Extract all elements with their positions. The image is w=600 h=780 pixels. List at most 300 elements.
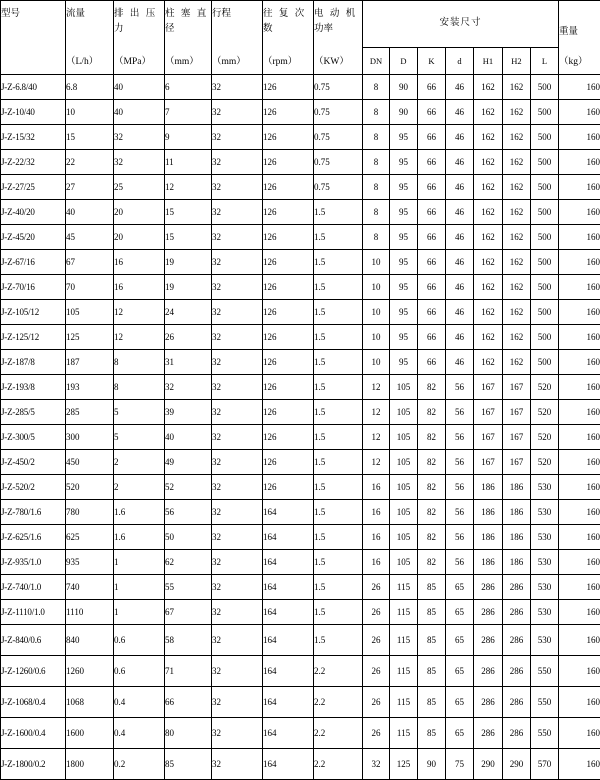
cell-k: 66 <box>418 300 446 325</box>
header-stroke-unit: （mm） <box>212 55 262 74</box>
cell-small-d: 46 <box>446 75 474 100</box>
cell-motor-power: 2.2 <box>314 687 363 718</box>
cell-stroke: 32 <box>212 225 263 250</box>
cell-motor-power: 1.5 <box>314 275 363 300</box>
header-mounting-dimensions-group <box>363 1 559 48</box>
cell-k: 66 <box>418 250 446 275</box>
cell-motor-power: 1.5 <box>314 450 363 475</box>
header-weight-label: 重量 <box>559 25 600 40</box>
cell-weight: 160 <box>559 375 600 400</box>
header-model <box>1 1 66 75</box>
cell-h2: 186 <box>503 500 531 525</box>
cell-plunger-diameter: 80 <box>165 718 212 749</box>
header-k: K <box>418 48 446 75</box>
cell-pressure: 16 <box>114 275 165 300</box>
cell-k: 82 <box>418 425 446 450</box>
cell-l: 530 <box>531 475 559 500</box>
cell-motor-power: 1.5 <box>314 200 363 225</box>
cell-motor-power: 1.5 <box>314 375 363 400</box>
cell-dn: 12 <box>363 425 390 450</box>
cell-weight: 160 <box>559 718 600 749</box>
table-row <box>1 100 600 125</box>
cell-weight: 160 <box>559 550 600 575</box>
cell-model: J-Z-935/1.0 <box>1 550 66 575</box>
header-reciprocation-unit: （rpm） <box>263 55 313 74</box>
cell-l: 520 <box>531 425 559 450</box>
cell-model: J-Z-1800/0.2 <box>1 749 66 780</box>
cell-weight: 160 <box>559 125 600 150</box>
header-h2: H2 <box>503 48 531 75</box>
table-row <box>1 749 600 780</box>
cell-plunger-diameter: 67 <box>165 600 212 625</box>
cell-reciprocation: 126 <box>263 300 314 325</box>
cell-pressure: 40 <box>114 75 165 100</box>
cell-pressure: 2 <box>114 450 165 475</box>
cell-h1: 162 <box>474 150 503 175</box>
cell-flow: 840 <box>66 625 114 656</box>
cell-d: 115 <box>390 718 418 749</box>
cell-reciprocation: 164 <box>263 550 314 575</box>
cell-h1: 286 <box>474 687 503 718</box>
cell-weight: 160 <box>559 250 600 275</box>
cell-dn: 8 <box>363 200 390 225</box>
cell-l: 500 <box>531 275 559 300</box>
cell-plunger-diameter: 24 <box>165 300 212 325</box>
cell-dn: 10 <box>363 350 390 375</box>
cell-d: 115 <box>390 575 418 600</box>
cell-small-d: 65 <box>446 687 474 718</box>
cell-flow: 1110 <box>66 600 114 625</box>
cell-h2: 162 <box>503 300 531 325</box>
cell-motor-power: 1.5 <box>314 425 363 450</box>
header-reciprocation <box>263 1 314 75</box>
cell-plunger-diameter: 9 <box>165 125 212 150</box>
header-motor-power <box>314 1 363 75</box>
header-small-d: d <box>446 48 474 75</box>
cell-dn: 10 <box>363 300 390 325</box>
cell-motor-power: 1.5 <box>314 600 363 625</box>
cell-h2: 186 <box>503 475 531 500</box>
cell-flow: 125 <box>66 325 114 350</box>
cell-dn: 26 <box>363 575 390 600</box>
cell-d: 90 <box>390 75 418 100</box>
cell-motor-power: 0.75 <box>314 175 363 200</box>
cell-stroke: 32 <box>212 525 263 550</box>
cell-dn: 32 <box>363 749 390 780</box>
cell-plunger-diameter: 11 <box>165 150 212 175</box>
cell-motor-power: 1.5 <box>314 525 363 550</box>
cell-flow: 70 <box>66 275 114 300</box>
cell-pressure: 1 <box>114 600 165 625</box>
cell-dn: 8 <box>363 100 390 125</box>
cell-h2: 286 <box>503 625 531 656</box>
header-stroke <box>212 1 263 75</box>
cell-d: 95 <box>390 125 418 150</box>
cell-flow: 193 <box>66 375 114 400</box>
cell-reciprocation: 126 <box>263 275 314 300</box>
header-pressure-unit: （MPa） <box>114 55 164 74</box>
cell-pressure: 12 <box>114 300 165 325</box>
table-row <box>1 150 600 175</box>
cell-model: J-Z-40/20 <box>1 200 66 225</box>
cell-reciprocation: 126 <box>263 250 314 275</box>
cell-small-d: 56 <box>446 475 474 500</box>
cell-k: 82 <box>418 475 446 500</box>
table-row <box>1 425 600 450</box>
cell-k: 66 <box>418 200 446 225</box>
cell-small-d: 46 <box>446 100 474 125</box>
cell-reciprocation: 126 <box>263 325 314 350</box>
cell-dn: 8 <box>363 75 390 100</box>
header-plunger-diameter <box>165 1 212 75</box>
cell-k: 66 <box>418 100 446 125</box>
cell-reciprocation: 164 <box>263 656 314 687</box>
cell-model: J-Z-6.8/40 <box>1 75 66 100</box>
cell-reciprocation: 126 <box>263 100 314 125</box>
cell-k: 90 <box>418 749 446 780</box>
cell-plunger-diameter: 66 <box>165 687 212 718</box>
cell-flow: 935 <box>66 550 114 575</box>
cell-weight: 160 <box>559 100 600 125</box>
cell-h1: 162 <box>474 100 503 125</box>
table-row <box>1 375 600 400</box>
cell-motor-power: 1.5 <box>314 625 363 656</box>
cell-small-d: 65 <box>446 600 474 625</box>
cell-l: 500 <box>531 200 559 225</box>
cell-h2: 162 <box>503 150 531 175</box>
cell-h2: 162 <box>503 175 531 200</box>
cell-h1: 162 <box>474 125 503 150</box>
cell-stroke: 32 <box>212 300 263 325</box>
header-l: L <box>531 48 559 75</box>
cell-weight: 160 <box>559 350 600 375</box>
cell-h1: 162 <box>474 75 503 100</box>
table-row <box>1 300 600 325</box>
cell-small-d: 56 <box>446 425 474 450</box>
cell-motor-power: 1.5 <box>314 250 363 275</box>
cell-h2: 162 <box>503 350 531 375</box>
cell-plunger-diameter: 49 <box>165 450 212 475</box>
cell-d: 95 <box>390 325 418 350</box>
cell-dn: 8 <box>363 175 390 200</box>
cell-h1: 167 <box>474 400 503 425</box>
cell-pressure: 1 <box>114 575 165 600</box>
cell-d: 125 <box>390 749 418 780</box>
cell-plunger-diameter: 12 <box>165 175 212 200</box>
cell-h1: 167 <box>474 425 503 450</box>
cell-l: 500 <box>531 325 559 350</box>
cell-stroke: 32 <box>212 400 263 425</box>
cell-motor-power: 0.75 <box>314 150 363 175</box>
cell-weight: 160 <box>559 75 600 100</box>
cell-pressure: 1.6 <box>114 525 165 550</box>
cell-d: 115 <box>390 656 418 687</box>
cell-motor-power: 1.5 <box>314 550 363 575</box>
cell-small-d: 56 <box>446 550 474 575</box>
cell-h2: 162 <box>503 225 531 250</box>
header-reciprocation-label-2: 数 <box>263 22 313 37</box>
cell-d: 95 <box>390 225 418 250</box>
header-flow <box>66 1 114 75</box>
cell-small-d: 46 <box>446 150 474 175</box>
cell-k: 66 <box>418 275 446 300</box>
cell-h2: 167 <box>503 425 531 450</box>
cell-h2: 286 <box>503 600 531 625</box>
cell-pressure: 25 <box>114 175 165 200</box>
cell-reciprocation: 126 <box>263 75 314 100</box>
cell-small-d: 46 <box>446 325 474 350</box>
header-h1: H1 <box>474 48 503 75</box>
cell-reciprocation: 126 <box>263 200 314 225</box>
cell-h2: 186 <box>503 550 531 575</box>
cell-h1: 162 <box>474 325 503 350</box>
cell-h2: 162 <box>503 275 531 300</box>
cell-flow: 27 <box>66 175 114 200</box>
cell-weight: 160 <box>559 275 600 300</box>
cell-h1: 167 <box>474 375 503 400</box>
cell-flow: 1800 <box>66 749 114 780</box>
cell-reciprocation: 164 <box>263 575 314 600</box>
cell-l: 500 <box>531 225 559 250</box>
cell-h1: 162 <box>474 250 503 275</box>
cell-model: J-Z-740/1.0 <box>1 575 66 600</box>
cell-plunger-diameter: 15 <box>165 225 212 250</box>
cell-dn: 16 <box>363 525 390 550</box>
cell-h1: 286 <box>474 625 503 656</box>
table-row <box>1 175 600 200</box>
cell-d: 90 <box>390 100 418 125</box>
cell-reciprocation: 164 <box>263 718 314 749</box>
header-row-primary <box>1 1 600 48</box>
cell-reciprocation: 164 <box>263 600 314 625</box>
cell-flow: 1260 <box>66 656 114 687</box>
cell-plunger-diameter: 85 <box>165 749 212 780</box>
cell-weight: 160 <box>559 656 600 687</box>
cell-d: 95 <box>390 175 418 200</box>
cell-d: 105 <box>390 400 418 425</box>
cell-model: J-Z-450/2 <box>1 450 66 475</box>
header-pressure-label-2: 力 <box>114 22 164 37</box>
cell-reciprocation: 164 <box>263 525 314 550</box>
cell-model: J-Z-520/2 <box>1 475 66 500</box>
table-row <box>1 718 600 749</box>
cell-k: 66 <box>418 150 446 175</box>
cell-k: 82 <box>418 550 446 575</box>
cell-pressure: 32 <box>114 150 165 175</box>
table-row <box>1 350 600 375</box>
cell-model: J-Z-625/1.6 <box>1 525 66 550</box>
cell-small-d: 56 <box>446 400 474 425</box>
cell-plunger-diameter: 31 <box>165 350 212 375</box>
header-mounting-dimensions-label: 安装尺寸 <box>440 18 482 28</box>
cell-small-d: 46 <box>446 175 474 200</box>
cell-model: J-Z-780/1.6 <box>1 500 66 525</box>
cell-l: 520 <box>531 375 559 400</box>
cell-flow: 45 <box>66 225 114 250</box>
cell-dn: 12 <box>363 450 390 475</box>
cell-stroke: 32 <box>212 125 263 150</box>
cell-l: 500 <box>531 175 559 200</box>
cell-reciprocation: 126 <box>263 150 314 175</box>
cell-model: J-Z-1260/0.6 <box>1 656 66 687</box>
cell-flow: 105 <box>66 300 114 325</box>
cell-d: 95 <box>390 250 418 275</box>
cell-dn: 26 <box>363 687 390 718</box>
cell-l: 550 <box>531 687 559 718</box>
table-row <box>1 225 600 250</box>
cell-k: 85 <box>418 687 446 718</box>
header-motor-unit: （KW） <box>314 55 362 74</box>
cell-pressure: 0.4 <box>114 687 165 718</box>
cell-pressure: 5 <box>114 400 165 425</box>
cell-h2: 167 <box>503 375 531 400</box>
cell-reciprocation: 164 <box>263 687 314 718</box>
cell-k: 85 <box>418 625 446 656</box>
cell-d: 105 <box>390 450 418 475</box>
cell-dn: 10 <box>363 325 390 350</box>
cell-model: J-Z-1068/0.4 <box>1 687 66 718</box>
header-weight <box>559 1 600 75</box>
cell-h2: 186 <box>503 525 531 550</box>
cell-small-d: 46 <box>446 225 474 250</box>
cell-reciprocation: 126 <box>263 450 314 475</box>
cell-flow: 40 <box>66 200 114 225</box>
cell-d: 95 <box>390 200 418 225</box>
cell-weight: 160 <box>559 175 600 200</box>
cell-k: 85 <box>418 656 446 687</box>
table-row <box>1 550 600 575</box>
cell-d: 105 <box>390 475 418 500</box>
cell-d: 105 <box>390 500 418 525</box>
cell-plunger-diameter: 62 <box>165 550 212 575</box>
table-row <box>1 525 600 550</box>
cell-small-d: 65 <box>446 575 474 600</box>
header-weight-unit: （kg） <box>559 55 600 74</box>
cell-l: 530 <box>531 600 559 625</box>
header-flow-unit: （L/h） <box>66 55 113 74</box>
cell-h2: 162 <box>503 250 531 275</box>
cell-dn: 26 <box>363 656 390 687</box>
cell-model: J-Z-300/5 <box>1 425 66 450</box>
header-plunger-label-1: 柱 塞 直 <box>165 7 211 22</box>
header-pressure <box>114 1 165 75</box>
cell-weight: 160 <box>559 475 600 500</box>
cell-dn: 26 <box>363 625 390 656</box>
cell-plunger-diameter: 55 <box>165 575 212 600</box>
cell-flow: 1068 <box>66 687 114 718</box>
cell-l: 550 <box>531 718 559 749</box>
table-row <box>1 656 600 687</box>
cell-stroke: 32 <box>212 656 263 687</box>
cell-stroke: 32 <box>212 250 263 275</box>
cell-flow: 6.8 <box>66 75 114 100</box>
cell-motor-power: 1.5 <box>314 325 363 350</box>
cell-dn: 12 <box>363 375 390 400</box>
cell-h1: 162 <box>474 175 503 200</box>
cell-reciprocation: 126 <box>263 400 314 425</box>
cell-l: 500 <box>531 75 559 100</box>
cell-motor-power: 1.5 <box>314 575 363 600</box>
cell-pressure: 12 <box>114 325 165 350</box>
cell-stroke: 32 <box>212 375 263 400</box>
table-row <box>1 625 600 656</box>
cell-motor-power: 2.2 <box>314 656 363 687</box>
cell-l: 530 <box>531 500 559 525</box>
table-row <box>1 687 600 718</box>
cell-reciprocation: 126 <box>263 425 314 450</box>
cell-dn: 8 <box>363 125 390 150</box>
cell-model: J-Z-193/8 <box>1 375 66 400</box>
cell-plunger-diameter: 15 <box>165 200 212 225</box>
cell-l: 530 <box>531 525 559 550</box>
cell-stroke: 32 <box>212 575 263 600</box>
cell-plunger-diameter: 7 <box>165 100 212 125</box>
table-row <box>1 125 600 150</box>
cell-dn: 8 <box>363 225 390 250</box>
cell-plunger-diameter: 50 <box>165 525 212 550</box>
cell-pressure: 8 <box>114 350 165 375</box>
cell-d: 95 <box>390 300 418 325</box>
table-header <box>1 1 600 75</box>
cell-stroke: 32 <box>212 475 263 500</box>
header-plunger-label-2: 径 <box>165 22 211 37</box>
cell-pressure: 1 <box>114 550 165 575</box>
cell-d: 115 <box>390 625 418 656</box>
cell-k: 66 <box>418 325 446 350</box>
cell-plunger-diameter: 39 <box>165 400 212 425</box>
cell-weight: 160 <box>559 200 600 225</box>
table-row <box>1 400 600 425</box>
cell-weight: 160 <box>559 425 600 450</box>
cell-d: 105 <box>390 375 418 400</box>
cell-motor-power: 1.5 <box>314 500 363 525</box>
cell-h1: 162 <box>474 200 503 225</box>
cell-k: 85 <box>418 718 446 749</box>
cell-model: J-Z-67/16 <box>1 250 66 275</box>
cell-stroke: 32 <box>212 687 263 718</box>
cell-weight: 160 <box>559 600 600 625</box>
cell-reciprocation: 164 <box>263 500 314 525</box>
cell-k: 66 <box>418 175 446 200</box>
cell-flow: 15 <box>66 125 114 150</box>
cell-motor-power: 1.5 <box>314 475 363 500</box>
cell-plunger-diameter: 6 <box>165 75 212 100</box>
cell-k: 66 <box>418 225 446 250</box>
cell-h2: 162 <box>503 200 531 225</box>
cell-h1: 186 <box>474 500 503 525</box>
cell-stroke: 32 <box>212 325 263 350</box>
cell-flow: 10 <box>66 100 114 125</box>
cell-h1: 162 <box>474 225 503 250</box>
header-pressure-label-1: 排 出 压 <box>114 7 164 22</box>
cell-flow: 740 <box>66 575 114 600</box>
cell-small-d: 56 <box>446 450 474 475</box>
cell-h1: 186 <box>474 475 503 500</box>
cell-l: 520 <box>531 400 559 425</box>
cell-pressure: 20 <box>114 225 165 250</box>
cell-small-d: 65 <box>446 656 474 687</box>
header-motor-label-2: 功率 <box>314 22 362 37</box>
table-row <box>1 500 600 525</box>
cell-flow: 67 <box>66 250 114 275</box>
cell-h2: 286 <box>503 575 531 600</box>
cell-reciprocation: 164 <box>263 625 314 656</box>
cell-weight: 160 <box>559 150 600 175</box>
cell-small-d: 46 <box>446 300 474 325</box>
cell-flow: 285 <box>66 400 114 425</box>
cell-k: 82 <box>418 375 446 400</box>
cell-dn: 10 <box>363 275 390 300</box>
